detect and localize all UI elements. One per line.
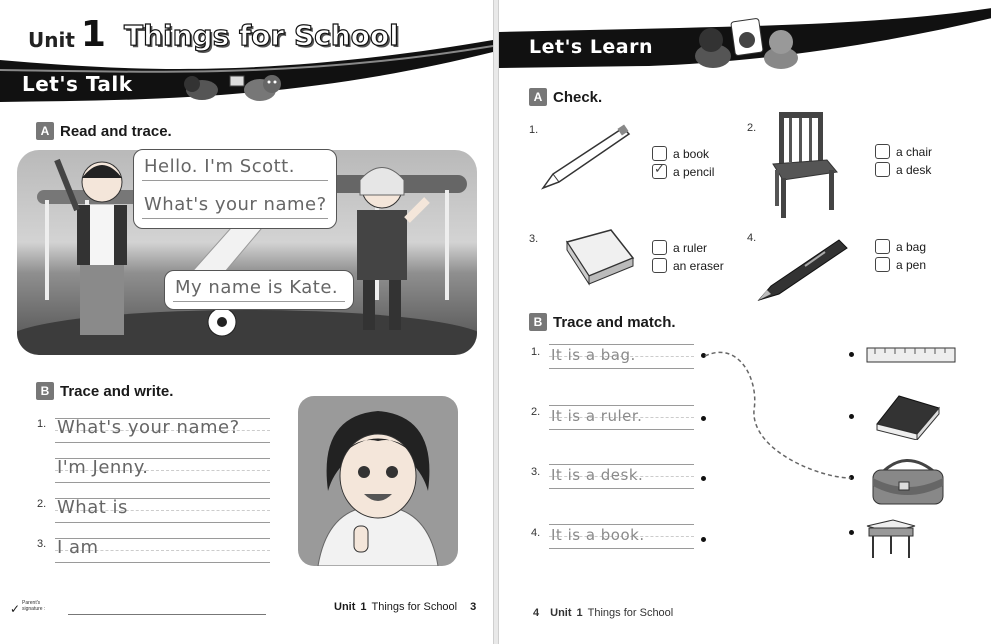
item-number: 3. — [529, 233, 539, 245]
trace-line — [549, 342, 694, 372]
check-mark-icon: ✓ — [10, 602, 21, 616]
item-number: 3. — [531, 466, 541, 478]
section-b-title: Trace and write. — [60, 382, 174, 400]
item-number: 2. — [37, 498, 47, 510]
unit-heading — [28, 14, 399, 55]
section-a-heading — [36, 122, 172, 140]
section-a-letter: A — [529, 88, 547, 106]
match-dot[interactable] — [701, 537, 706, 542]
write-line — [55, 414, 270, 442]
option-a-chair[interactable] — [875, 144, 932, 159]
left-page — [0, 0, 494, 644]
footer-unit-label: Unit — [550, 607, 572, 619]
section-a-title: Read and trace. — [60, 122, 172, 140]
chair-image — [765, 110, 841, 220]
option-a-book[interactable] — [652, 146, 709, 161]
check-mark-icon: ✓ — [654, 161, 665, 176]
write-line[interactable] — [55, 534, 270, 562]
trace-text: What is — [57, 497, 128, 518]
item-number: 2. — [531, 406, 541, 418]
eraser-image — [563, 228, 635, 286]
option-label: an eraser — [673, 258, 724, 273]
page-number: 4 — [533, 607, 540, 619]
trace-line — [173, 277, 345, 302]
trace-line — [142, 194, 328, 219]
trace-line — [549, 462, 694, 492]
unit-number: 1 — [80, 14, 106, 55]
item-number: 3. — [37, 538, 47, 550]
option-label: a pen — [896, 257, 927, 272]
footer-unit-title: Things for School — [371, 601, 458, 613]
checkbox[interactable] — [652, 146, 667, 161]
lets-learn-title: Let's Learn — [529, 36, 654, 58]
footer-unit-number: 1 — [576, 607, 583, 619]
item-number: 4. — [747, 232, 757, 244]
checkbox[interactable] — [875, 257, 890, 272]
cat-mascot-image — [172, 70, 292, 104]
item-number: 2. — [747, 122, 757, 134]
bag-image — [859, 446, 951, 508]
option-an-eraser[interactable] — [652, 258, 724, 273]
trace-text: I'm Jenny. — [57, 457, 149, 478]
section-a-title: Check. — [553, 88, 603, 106]
unit-word: Unit — [28, 28, 75, 52]
trace-text: It is a bag. — [551, 346, 636, 364]
option-label: a desk — [896, 162, 932, 177]
checkbox[interactable] — [875, 162, 890, 177]
trace-text: I am — [57, 537, 99, 558]
write-line — [55, 454, 270, 482]
footer-unit-number: 1 — [360, 601, 367, 613]
parent-signature-label: Parent's signature : — [22, 600, 46, 612]
parent-signature-line[interactable] — [68, 614, 266, 615]
trace-line — [142, 156, 328, 181]
section-b-letter: B — [36, 382, 54, 400]
page-footer — [334, 601, 476, 613]
write-line[interactable] — [55, 494, 270, 522]
girl-drawing — [298, 396, 458, 566]
lets-talk-title: Let's Talk — [22, 72, 133, 96]
pen-image — [755, 234, 851, 304]
trace-text: It is a book. — [551, 526, 645, 544]
checkbox[interactable] — [875, 239, 890, 254]
option-label: a chair — [896, 144, 933, 159]
option-a-pen[interactable] — [875, 257, 926, 272]
trace-text: It is a ruler. — [551, 407, 643, 425]
option-a-pencil[interactable] — [652, 161, 715, 179]
trace-match-heading — [529, 313, 676, 331]
item-number: 1. — [529, 124, 539, 136]
trace-text: What's your name? — [57, 417, 240, 438]
option-a-desk[interactable] — [875, 162, 931, 177]
match-dot[interactable] — [849, 530, 854, 535]
cats-card-image — [685, 16, 805, 72]
pencil-image — [539, 124, 631, 192]
option-label: a pencil — [673, 164, 715, 179]
item-number: 1. — [531, 346, 541, 358]
section-b-title: Trace and match. — [553, 313, 676, 331]
option-label: a bag — [896, 239, 927, 254]
checkbox[interactable] — [652, 240, 667, 255]
section-b-letter: B — [529, 313, 547, 331]
page-number: 3 — [470, 601, 477, 613]
checkbox[interactable] — [652, 258, 667, 273]
desk-image — [863, 516, 919, 562]
match-connector-line — [699, 340, 859, 490]
speech-bubble-scott — [133, 149, 337, 229]
bubble-text: What's your name? — [144, 194, 327, 215]
page-footer — [533, 607, 673, 619]
section-a-letter: A — [36, 122, 54, 140]
bubble-text: Hello. I'm Scott. — [144, 156, 295, 177]
trace-line — [549, 403, 694, 433]
section-b-heading — [36, 382, 173, 400]
option-label: a ruler — [673, 240, 708, 255]
book-image — [873, 390, 943, 440]
page-title: Things for School — [123, 19, 399, 52]
ruler-image — [865, 344, 957, 366]
girl-portrait-image — [298, 396, 458, 566]
footer-unit-title: Things for School — [587, 607, 674, 619]
trace-text: It is a desk. — [551, 466, 644, 484]
trace-line — [549, 522, 694, 552]
item-number: 4. — [531, 527, 541, 539]
bubble-text: My name is Kate. — [175, 277, 339, 298]
check-section-heading — [529, 88, 602, 106]
speech-bubble-kate — [164, 270, 354, 310]
option-label: a book — [673, 146, 710, 161]
option-a-bag[interactable] — [875, 239, 926, 254]
right-page — [498, 0, 991, 644]
footer-unit-label: Unit — [334, 601, 356, 613]
checkbox[interactable] — [875, 144, 890, 159]
option-a-ruler[interactable] — [652, 240, 707, 255]
checkbox-checked[interactable] — [652, 161, 667, 179]
item-number: 1. — [37, 418, 47, 430]
